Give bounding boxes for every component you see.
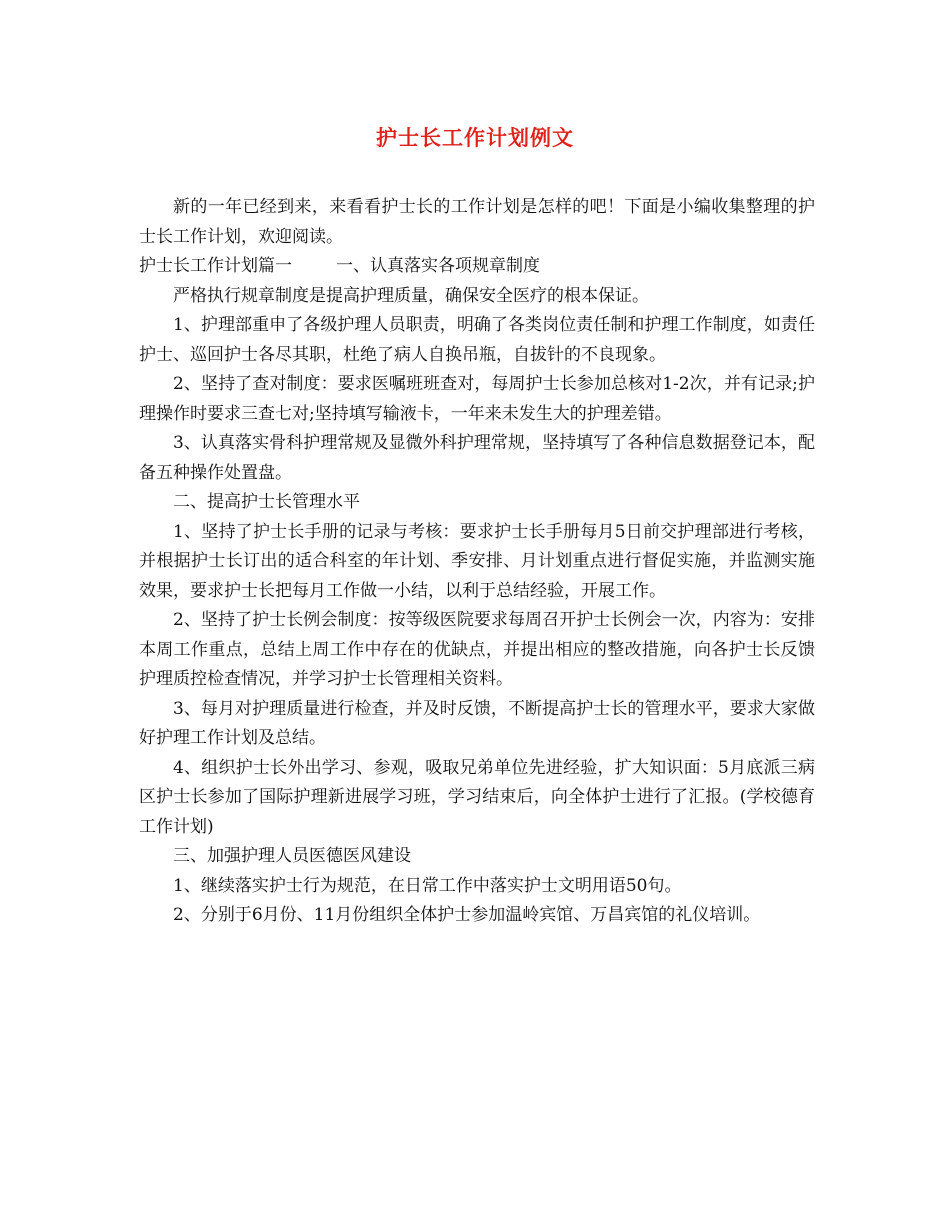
section-heading <box>139 252 815 282</box>
paragraph: 4、组织护士长外出学习、参观，吸取兄弟单位先进经验，扩大知识面：5月底派三病区护士长参加了国际护理新进展学习班，学习结束后，向全体护士进行了汇报。(学校德育工作计划) <box>139 757 815 837</box>
paragraph: 1、护理部重申了各级护理人员职责，明确了各类岗位责任制和护理工作制度，如责任护士、巡回护士各尽其职，杜绝了病人自换吊瓶，自拔针的不良现象。 <box>139 315 815 365</box>
paragraph: 2、坚持了查对制度：要求医嘱班班查对，每周护士长参加总核对1-2次，并有记录;护理操作时要求三查七对;坚持填写输液卡，一年来未发生大的护理差错。 <box>139 374 815 424</box>
subheading: 三、加强护理人员医德医风建设 <box>173 846 411 866</box>
paragraph: 1、继续落实护士行为规范，在日常工作中落实护士文明用语50句。 <box>173 875 682 896</box>
paragraph: 1、坚持了护士长手册的记录与考核：要求护士长手册每月5日前交护理部进行考核，并根据护士长订出的适合科室的年计划、季安排、月计划重点进行督促实施，并监测实施效果，要求护士长把每月工作做一小结，以利于总结经验，开展工作。 <box>139 521 815 601</box>
section-heading-left: 护士长工作计划篇一 <box>139 256 292 276</box>
subheading: 二、提高护士长管理水平 <box>173 492 360 512</box>
paragraph: 2、坚持了护士长例会制度：按等级医院要求每周召开护士长例会一次，内容为：安排本周工作重点，总结上周工作中存在的优缺点，并提出相应的整改措施，向各护士长反馈护理质控检查情况，并学习护士长管理相关资料。 <box>139 610 815 689</box>
paragraph: 2、分别于6月份、11月份组织全体护士参加温岭宾馆、万昌宾馆的礼仪培训。 <box>173 905 761 925</box>
paragraph: 3、每月对护理质量进行检查，并及时反馈，不断提高护士长的管理水平，要求大家做好护理工作计划及总结。 <box>139 698 815 748</box>
document-body <box>139 193 815 931</box>
section-heading-right: 一、认真落实各项规章制度 <box>336 256 540 276</box>
paragraph: 3、认真落实骨科护理常规及显微外科护理常规，坚持填写了各种信息数据登记本，配备五种操作处置盘。 <box>139 433 815 483</box>
paragraph: 严格执行规章制度是提高护理质量，确保安全医疗的根本保证。 <box>173 285 649 306</box>
intro-paragraph: 新的一年已经到来，来看看护士长的工作计划是怎样的吧！下面是小编收集整理的护士长工作计划，欢迎阅读。 <box>139 197 815 247</box>
document-title: 护士长工作计划例文 <box>376 125 574 150</box>
